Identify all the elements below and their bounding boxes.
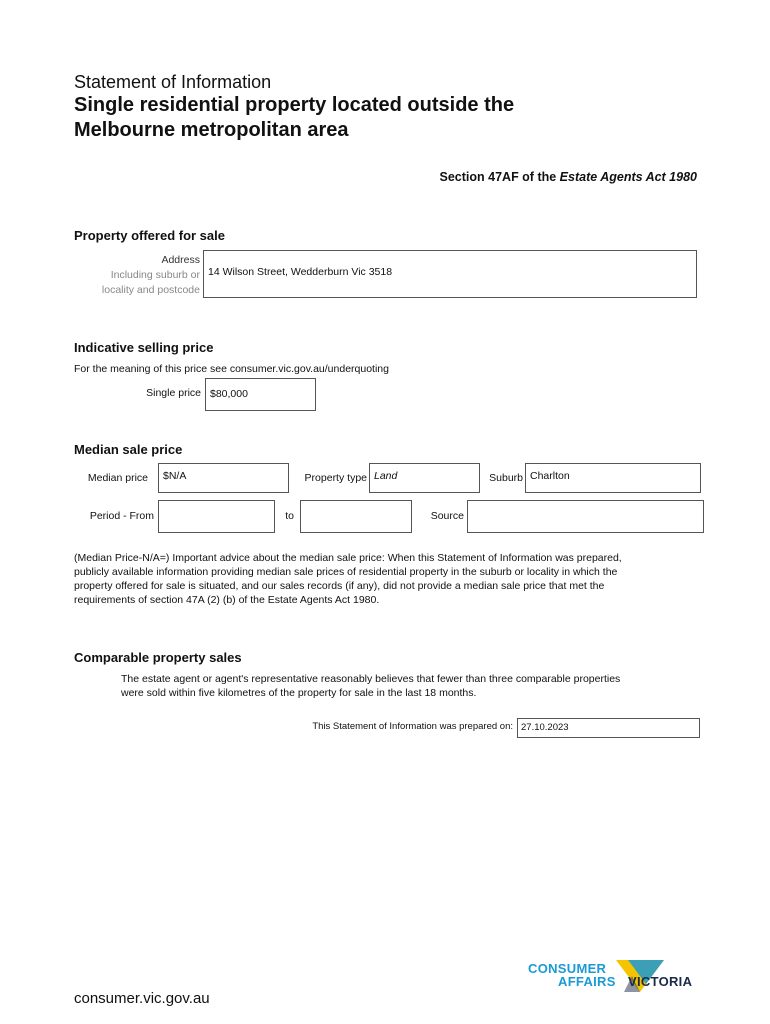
- indicative-heading: Indicative selling price: [74, 340, 214, 355]
- document-type: Statement of Information: [74, 72, 272, 92]
- section-ref-act: Estate Agents Act 1980: [559, 170, 697, 184]
- property-type-label: Property type: [304, 472, 367, 484]
- median-note-line-1: (Median Price-N/A=) Important advice about the median sale price: When this Statement of Information was prepared,: [74, 552, 622, 564]
- consumer-affairs-victoria-logo: [528, 958, 702, 1004]
- document-title: [74, 93, 674, 143]
- median-note-line-4: requirements of section 47A (2) (b) of the Estate Agents Act 1980.: [74, 594, 380, 606]
- prepared-date-value: 27.10.2023: [521, 722, 569, 733]
- source-field[interactable]: [467, 500, 704, 533]
- comparable-heading: Comparable property sales: [74, 650, 242, 665]
- address-label: [74, 253, 200, 298]
- prepared-on-label: This Statement of Information was prepared on:: [312, 721, 513, 732]
- property-type-field[interactable]: [369, 463, 480, 493]
- comparable-text-line-1: The estate agent or agent's representative reasonably believes that fewer than three comparable properties: [121, 673, 621, 685]
- footer-website: consumer.vic.gov.au: [74, 990, 210, 1007]
- comparable-text-line-2: were sold within five kilometres of the property for sale in the last 18 months.: [121, 687, 477, 699]
- median-note-line-3: property offered for sale is situated, and our sales records (if any), did not provide a median sale price that met the: [74, 580, 605, 592]
- comparable-text: [121, 672, 711, 700]
- suburb-label: Suburb: [489, 472, 523, 484]
- source-label: Source: [430, 510, 464, 522]
- logo-affairs-text: AFFAIRS: [558, 974, 616, 989]
- title-line-1: Single residential property located outside the: [74, 94, 515, 116]
- suburb-field[interactable]: [525, 463, 701, 493]
- period-from-field[interactable]: [158, 500, 275, 533]
- median-note-line-2: publicly available information providing median sale prices of residential property in the suburb or locality in which the: [74, 566, 618, 578]
- address-label-line-1: Address: [161, 254, 200, 266]
- single-price-field[interactable]: [205, 378, 316, 411]
- title-line-2: Melbourne metropolitan area: [74, 119, 349, 141]
- section-ref-prefix: Section 47AF of the: [439, 170, 560, 184]
- suburb-value: Charlton: [530, 470, 570, 482]
- section-reference: [440, 170, 697, 184]
- median-advice-note: [74, 551, 714, 607]
- prepared-date-field[interactable]: [517, 718, 700, 738]
- property-type-value: Land: [374, 470, 398, 482]
- logo-victoria-text: VICTORIA: [628, 974, 693, 989]
- logo-consumer-text: CONSUMER: [528, 961, 607, 976]
- address-value: 14 Wilson Street, Wedderburn Vic 3518: [208, 266, 393, 278]
- address-label-line-3: locality and postcode: [101, 284, 200, 296]
- property-heading: Property offered for sale: [74, 228, 225, 243]
- period-to-field[interactable]: [300, 500, 412, 533]
- median-price-field[interactable]: [158, 463, 289, 493]
- period-to-label: to: [285, 510, 294, 522]
- single-price-value: $80,000: [210, 388, 248, 400]
- median-price-label: Median price: [87, 472, 148, 484]
- period-from-label: Period - From: [89, 510, 154, 522]
- address-label-line-2: Including suburb or: [110, 269, 200, 281]
- median-price-value: $N/A: [163, 470, 187, 482]
- underquoting-note: For the meaning of this price see consumer.vic.gov.au/underquoting: [74, 363, 389, 375]
- single-price-label: Single price: [146, 387, 201, 399]
- median-heading: Median sale price: [74, 442, 183, 457]
- address-field[interactable]: [203, 250, 697, 298]
